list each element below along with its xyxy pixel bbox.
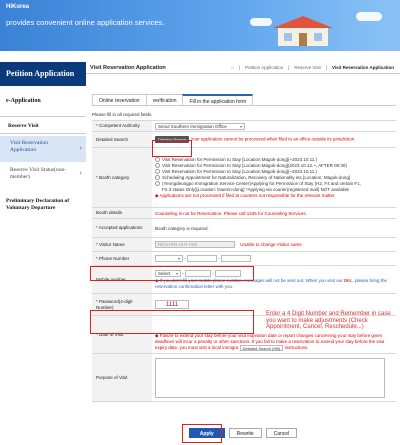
form-row-mobile: Mobile number Select ▾ - - ◆ If you don't fill your mobile phone number, messages will not be sent out. When you visit our BKL, please bring the reservation confirmation letter with you. bbox=[92, 266, 396, 294]
visitor-name-note: Unable to change Visitor name bbox=[240, 241, 302, 247]
highlight-apply bbox=[182, 424, 222, 443]
sidebar-heading: Petition Application bbox=[0, 62, 86, 86]
form-row-visitor-name: * Visitor Name NGUYEN HUY KIM Unable to change Visitor name bbox=[92, 238, 396, 252]
visitor-name-label: Visitor Name bbox=[99, 241, 125, 247]
booth-option[interactable]: Visit Reservation for Permission to Stay [Location:Magok-dong](2023.10.12.~, AFTER 09:30) bbox=[155, 163, 393, 169]
tab-verification[interactable]: verification bbox=[146, 94, 184, 106]
house-illustration-icon bbox=[268, 14, 338, 46]
mobile-prefix-select[interactable]: Select ▾ bbox=[155, 270, 181, 277]
rewrite-button[interactable]: Rewrite bbox=[229, 428, 262, 438]
sidebar-item-reserve-visit-status[interactable] bbox=[0, 163, 86, 185]
radio-button[interactable] bbox=[155, 181, 160, 186]
visa-warning-tail: instructions. bbox=[284, 345, 309, 350]
phone-middle-input[interactable] bbox=[187, 255, 217, 262]
breadcrumb: ⌂ | Petition Application | Reserve Visit | Visit Reservation Application bbox=[231, 65, 394, 70]
sidebar-item-visit-reservation[interactable] bbox=[0, 136, 86, 162]
radio-button[interactable] bbox=[155, 169, 160, 174]
purpose-textarea[interactable] bbox=[155, 358, 385, 398]
form-actions bbox=[86, 428, 400, 438]
mobile-note-continued: please bring the reservation confirmation letter with you. bbox=[155, 277, 387, 289]
form-row-visit-date: * Date of Visit ◆ Failure to extend your stay before your visa expiration date or report changes concerning your stay before given deadlines will incur a penalty or other sanctions. If you fail to make a reservation to extend your stay before the visa expiry date, you must visit a local immigra Detailed Search (HB) instructions. bbox=[92, 316, 396, 354]
apply-button[interactable]: Apply bbox=[189, 428, 225, 438]
tab-divider bbox=[92, 105, 396, 106]
sidebar-item-label: Reserve Visit Status(non-member) bbox=[10, 167, 67, 180]
chevron-right-icon: › bbox=[79, 169, 82, 177]
application-form bbox=[92, 120, 396, 402]
accepted-label: Accepted applications bbox=[98, 225, 143, 231]
password-input[interactable]: 1111 bbox=[155, 300, 189, 309]
jurisdiction-note: Your application cannot be processed when filed to an office outside its jurisdiction. bbox=[190, 136, 356, 142]
form-row-password: * Password(4-digit Number) 1111 bbox=[92, 294, 396, 316]
form-row-authority: * Competent Authority Seoul Southern Immigration Office ▾ bbox=[92, 121, 396, 132]
banner-tagline: provides convenient online application services. bbox=[6, 18, 165, 27]
breadcrumb-item[interactable]: Petition Application bbox=[245, 65, 284, 70]
title-row bbox=[86, 62, 400, 74]
phone-label: Phone Number bbox=[99, 255, 130, 261]
annotation-instruction: Enter a 4 Digit Number and Remember in case you want to make adjustments (Check Appointment, Cancel, Reschedule...) bbox=[266, 311, 391, 330]
purpose-label: Purpose of Visit bbox=[92, 354, 152, 402]
visa-warning: ◆ Failure to extend your stay before your visa expiration date or report changes concerning your stay before given deadlines will incur a penalty or other sanctions. If you fail to make a reservation to extend your stay before the visa expiry date, you must visit a local immigra bbox=[155, 332, 385, 350]
tab-online-reservation[interactable]: Online reservation bbox=[92, 94, 147, 106]
radio-button[interactable] bbox=[155, 175, 160, 180]
home-icon[interactable]: ⌂ bbox=[231, 65, 234, 70]
accepted-value: Booth category is required. bbox=[152, 219, 396, 238]
cancel-button[interactable]: Cancel bbox=[266, 428, 298, 438]
form-row-detailed-search bbox=[92, 132, 396, 148]
radio-button[interactable] bbox=[155, 163, 160, 168]
chevron-right-icon: › bbox=[79, 144, 82, 152]
authority-label: Competent Authority bbox=[99, 123, 140, 129]
form-row-accepted: * Accepted applications Booth category is required. bbox=[92, 219, 396, 238]
sidebar-item-label: Visit Reservation Application bbox=[10, 140, 49, 153]
header-banner bbox=[0, 0, 400, 51]
password-label: Password(4-digit Number) bbox=[96, 299, 133, 310]
tab-application-form[interactable]: Fill in the application form bbox=[182, 94, 253, 106]
office-link[interactable]: BKL bbox=[343, 277, 353, 283]
sidebar-group-reserve-visit[interactable]: Reserve Visit bbox=[0, 116, 86, 134]
site-logo[interactable]: HiKorea bbox=[6, 4, 30, 10]
highlight-detailed-search bbox=[152, 140, 192, 157]
mobile-note: ◆ If you don't fill your mobile phone number, messages will not be sent out. When you visit our bbox=[155, 277, 343, 283]
sidebar bbox=[0, 62, 86, 445]
breadcrumb-current: Visit Reservation Application bbox=[331, 65, 394, 70]
mobile-label: Mobile number bbox=[92, 266, 152, 294]
visit-date-label: Date of Visit bbox=[99, 331, 124, 337]
required-notice: Please fill in all required fields. bbox=[92, 112, 153, 117]
booth-option[interactable]: (Yeongdeungpo Immigration Service Center)Applying for Permission of Stay (H2, F4 and certain F1, bbox=[155, 181, 393, 187]
sidebar-section-eapplication[interactable]: e-Application bbox=[6, 98, 41, 104]
breadcrumb-item[interactable]: Reserve Visit bbox=[294, 65, 321, 70]
main-content bbox=[86, 62, 400, 445]
highlight-password bbox=[90, 310, 254, 334]
detailed-search-button[interactable]: Detailed Search bbox=[155, 136, 189, 143]
form-row-purpose bbox=[92, 354, 396, 402]
form-row-booth-details bbox=[92, 208, 396, 219]
form-row-phone: * Phone Number ▾ - - bbox=[92, 252, 396, 266]
booth-option[interactable]: Scheduling Appointment for Naturalization, Recovery of Nationality etc.[Location: Magok-dong] bbox=[155, 175, 393, 181]
sidebar-item-voluntary-departure[interactable]: Preliminary Declaration of Voluntary Departure bbox=[6, 198, 70, 211]
booth-details-label: Booth details bbox=[92, 208, 152, 219]
booth-option[interactable]: Visit Reservation for Permission to Stay [Location:Magok-dong](~2023.10.11.) bbox=[155, 169, 393, 175]
visitor-name-input[interactable]: NGUYEN HUY KIM bbox=[155, 241, 235, 248]
authority-select[interactable]: Seoul Southern Immigration Office ▾ bbox=[155, 123, 245, 130]
radio-button[interactable] bbox=[155, 157, 160, 162]
booth-label: Booth category bbox=[99, 174, 130, 180]
booth-details-value: Counseling is not for Reservation. Please call 1345 for Counseling Services. bbox=[152, 208, 396, 219]
phone-last-input[interactable] bbox=[221, 255, 251, 262]
visit-date-search-button[interactable]: Detailed Search (HB) bbox=[240, 345, 284, 351]
cloud-icon bbox=[356, 12, 382, 21]
phone-area-select[interactable]: ▾ bbox=[155, 255, 183, 262]
form-row-booth: * Booth category Visit Reservation for Permission to Stay [Location:Magok-dong](~2023.10.11.) Visit Reservation for Permission to Stay [Location:Magok-dong](2023.10.12.~, AFTER 09:30) Visit Reservation for Permission to Stay [Location:Magok-dong](~2023.10.11.) Scheduling Appointment for Naturalization, Recovery of Nationality etc.[Location: Magok-dong] (Yeongdeungpo Immigration Service Center)Applying for Permission of Stay (H2, F4 and certain F1, F2-3 status Only)[Location: Daerim-dong] *Applying via courier(registered mail) NOT available ◆ Applications are not processed if filed at counters not responsible for the relevant matter. bbox=[92, 148, 396, 208]
highlight-phone-number bbox=[90, 266, 254, 281]
page-title: Visit Reservation Application bbox=[90, 65, 166, 71]
detailed-search-label: Detailed Search bbox=[92, 132, 152, 148]
booth-warning: ◆ Applications are not processed if filed at counters not responsible for the relevant matter. bbox=[155, 192, 336, 198]
booth-option-continued: F2-3 status Only)[Location: Daerim-dong] *Applying via courier(registered mail) NOT available bbox=[162, 186, 349, 192]
booth-option[interactable]: Visit Reservation for Permission to Stay [Location:Magok-dong](~2023.10.11.) bbox=[155, 157, 393, 163]
